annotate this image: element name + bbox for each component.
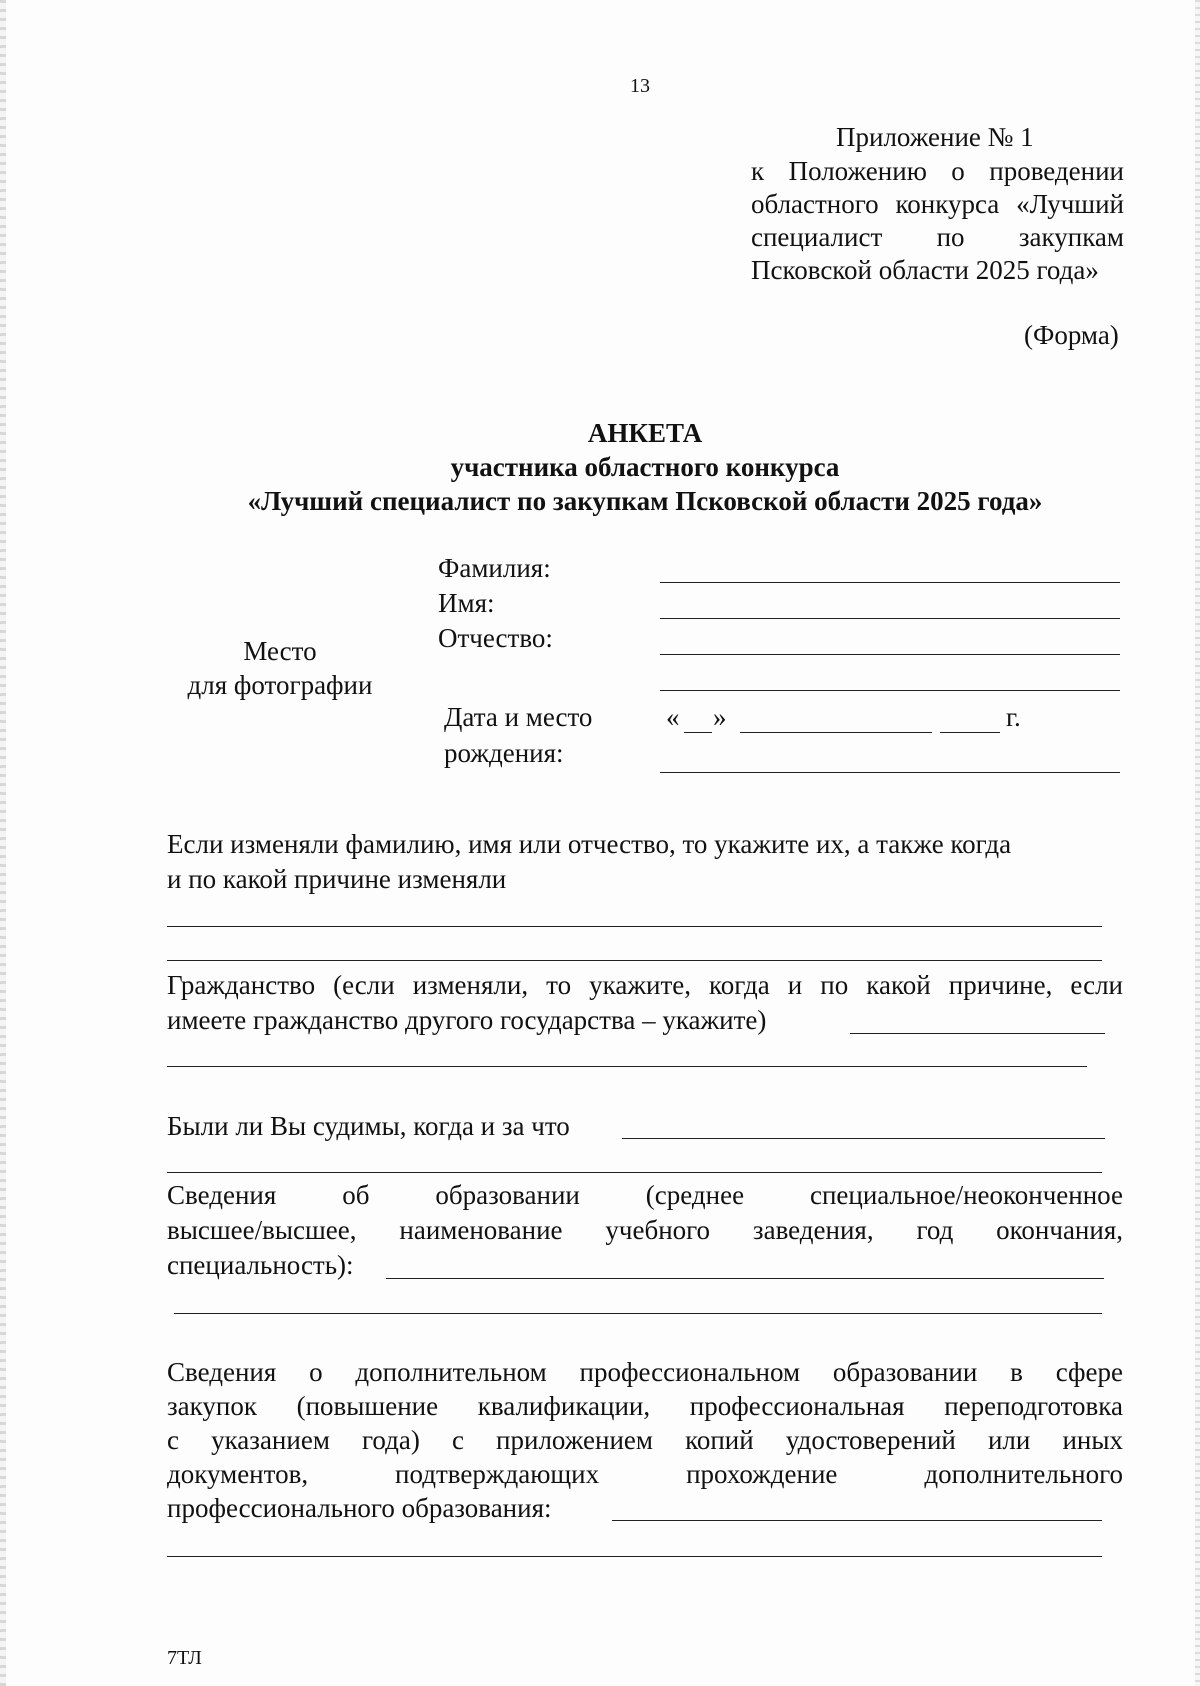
patronymic-field[interactable] — [660, 654, 1120, 655]
addl-education-answer-2[interactable] — [167, 1556, 1102, 1557]
patronymic-label: Отчество: — [438, 623, 553, 653]
addl-education-question-line-2: закупок (повышение квалификации, профессиональная переподготовка — [167, 1391, 1123, 1421]
citizenship-answer-inline[interactable] — [850, 1033, 1105, 1034]
scan-edge-left — [0, 0, 6, 1686]
appendix-line-3: специалист по закупкам — [751, 222, 1124, 252]
citizenship-question-line-2: имеете гражданство другого государства – укажите) — [167, 1005, 767, 1035]
form-label: (Форма) — [1024, 320, 1119, 350]
scan-edge-right — [1195, 0, 1200, 1686]
name-change-question-line-1: Если изменяли фамилию, имя или отчество, то укажите их, а также когда — [167, 829, 1012, 859]
surname-label: Фамилия: — [438, 553, 551, 583]
addl-education-question-line-4: документов, подтверждающих прохождение дополнительного — [167, 1459, 1123, 1489]
birth-year-field[interactable] — [940, 732, 1000, 733]
addl-education-question-line-1: Сведения о дополнительном профессиональном образовании в сфере — [167, 1357, 1123, 1387]
education-question-line-2: высшее/высшее, наименование учебного заведения, год окончания, — [167, 1215, 1123, 1245]
name-change-answer-1[interactable] — [167, 926, 1102, 927]
birth-day-field[interactable] — [684, 732, 712, 733]
year-suffix: г. — [1006, 702, 1021, 732]
surname-field[interactable] — [660, 582, 1120, 583]
education-question-line-1: Сведения об образовании (среднее специальное/неоконченное — [167, 1180, 1123, 1210]
name-change-question-line-2: и по какой причине изменяли — [167, 864, 507, 894]
photo-placeholder-line-2: для фотографии — [187, 670, 373, 700]
birth-date-close-quote: » — [713, 702, 727, 732]
birth-label-line-1: Дата и место — [444, 702, 593, 732]
citizenship-answer-2[interactable] — [167, 1066, 1087, 1067]
education-question-line-3: специальность): — [167, 1250, 354, 1280]
birth-date-open-quote: « — [666, 702, 680, 732]
form-subtitle-2: «Лучший специалист по закупкам Псковской области 2025 года» — [247, 486, 1043, 516]
birth-label-line-2: рождения: — [444, 738, 564, 768]
citizenship-question-line-1: Гражданство (если изменяли, то укажите, когда и по какой причине, если — [167, 970, 1123, 1000]
appendix-line-2: областного конкурса «Лучший — [751, 189, 1124, 219]
conviction-question: Были ли Вы судимы, когда и за что — [167, 1111, 570, 1141]
addl-education-answer-inline[interactable] — [612, 1520, 1102, 1521]
appendix-title: Приложение № 1 — [836, 122, 1034, 152]
birth-place-field[interactable] — [660, 772, 1120, 773]
addl-education-question-line-3: с указанием года) с приложением копий удостоверений или иных — [167, 1425, 1123, 1455]
name-field[interactable] — [660, 618, 1120, 619]
appendix-line-1: к Положению о проведении — [751, 156, 1124, 186]
education-answer-2[interactable] — [174, 1313, 1102, 1314]
birth-month-field[interactable] — [740, 732, 932, 733]
patronymic-field-extra[interactable] — [660, 690, 1120, 691]
name-label: Имя: — [438, 588, 495, 618]
footer-code: 7ТЛ — [167, 1647, 202, 1669]
form-title: АНКЕТА — [587, 418, 703, 448]
addl-education-question-line-5: профессионального образования: — [167, 1493, 552, 1523]
conviction-answer-inline[interactable] — [622, 1138, 1105, 1139]
education-answer-inline[interactable] — [386, 1278, 1104, 1279]
name-change-answer-2[interactable] — [167, 960, 1102, 961]
conviction-answer-2[interactable] — [167, 1172, 1102, 1173]
page-number: 13 — [630, 75, 650, 97]
photo-placeholder-line-1: Место — [243, 636, 317, 666]
form-subtitle-1: участника областного конкурса — [450, 452, 840, 482]
appendix-line-4: Псковской области 2025 года» — [751, 255, 1099, 285]
